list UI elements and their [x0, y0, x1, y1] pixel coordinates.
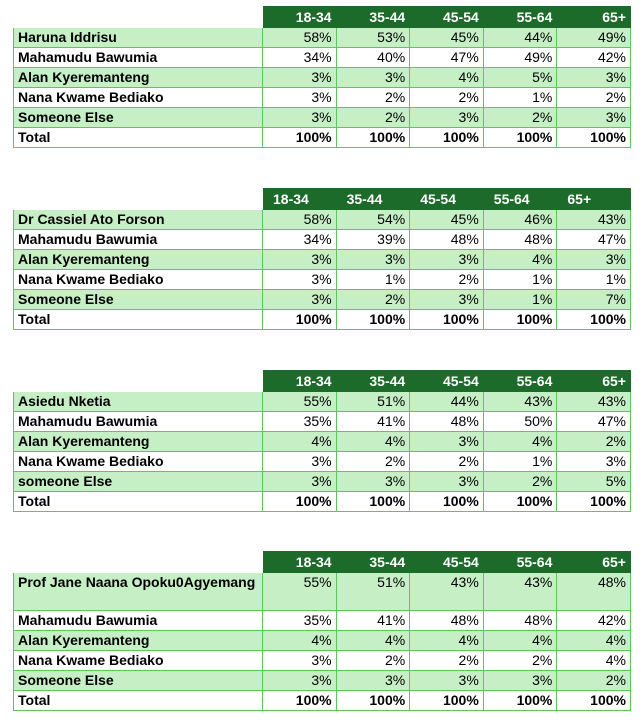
percentage-cell: 4% — [483, 631, 557, 651]
candidate-name: Nana Kwame Bediako — [14, 651, 263, 671]
crosstab-table-1 — [13, 6, 631, 148]
age-group-header: 65+ — [557, 552, 631, 573]
candidate-name: Mahamudu Bawumia — [14, 48, 263, 68]
candidate-name: Haruna Iddrisu — [14, 28, 263, 48]
percentage-cell: 2% — [557, 88, 631, 108]
age-group-header: 55-64 — [483, 189, 557, 210]
percentage-cell: 48% — [410, 611, 484, 631]
age-group-header: 55-64 — [483, 552, 557, 573]
candidate-name: someone Else — [14, 472, 263, 492]
percentage-cell: 1% — [483, 270, 557, 290]
percentage-cell: 2% — [557, 432, 631, 452]
percentage-cell: 4% — [263, 631, 337, 651]
percentage-cell: 43% — [557, 392, 631, 412]
percentage-cell: 3% — [410, 250, 484, 270]
candidate-row — [14, 611, 631, 631]
percentage-cell: 42% — [557, 611, 631, 631]
percentage-cell: 100% — [336, 310, 410, 330]
percentage-cell: 3% — [557, 452, 631, 472]
total-row — [14, 128, 631, 148]
percentage-cell: 55% — [263, 392, 337, 412]
candidate-name: Mahamudu Bawumia — [14, 611, 263, 631]
percentage-cell: 100% — [410, 128, 484, 148]
candidate-name: Prof Jane Naana Opoku0Agyemang — [14, 573, 263, 611]
age-group-header: 35-44 — [336, 189, 410, 210]
percentage-cell: 5% — [557, 472, 631, 492]
percentage-cell: 3% — [263, 68, 337, 88]
candidate-name: Asiedu Nketia — [14, 392, 263, 412]
percentage-cell: 41% — [336, 611, 410, 631]
candidate-name: Someone Else — [14, 108, 263, 128]
total-label: Total — [14, 691, 263, 711]
percentage-cell: 39% — [336, 230, 410, 250]
percentage-cell: 3% — [483, 671, 557, 691]
total-label: Total — [14, 492, 263, 512]
percentage-cell: 100% — [557, 492, 631, 512]
percentage-cell: 3% — [263, 250, 337, 270]
candidate-row — [14, 573, 631, 611]
percentage-cell: 4% — [410, 68, 484, 88]
candidate-row — [14, 48, 631, 68]
age-group-header: 45-54 — [410, 7, 484, 28]
header-blank-cell — [14, 552, 263, 573]
total-label: Total — [14, 310, 263, 330]
total-row — [14, 492, 631, 512]
total-label: Total — [14, 128, 263, 148]
percentage-cell: 100% — [557, 128, 631, 148]
candidate-name: Mahamudu Bawumia — [14, 230, 263, 250]
percentage-cell: 3% — [263, 651, 337, 671]
percentage-cell: 3% — [336, 250, 410, 270]
percentage-cell: 49% — [483, 48, 557, 68]
candidate-row — [14, 452, 631, 472]
percentage-cell: 3% — [557, 68, 631, 88]
percentage-cell: 2% — [483, 472, 557, 492]
age-group-header: 65+ — [557, 7, 631, 28]
percentage-cell: 100% — [336, 691, 410, 711]
percentage-cell: 44% — [483, 28, 557, 48]
percentage-cell: 100% — [483, 310, 557, 330]
percentage-cell: 48% — [483, 230, 557, 250]
candidate-name: Alan Kyeremanteng — [14, 68, 263, 88]
header-row — [14, 552, 631, 573]
candidate-row — [14, 68, 631, 88]
candidate-row — [14, 631, 631, 651]
percentage-cell: 45% — [410, 28, 484, 48]
header-row — [14, 371, 631, 392]
total-row — [14, 691, 631, 711]
candidate-name: Nana Kwame Bediako — [14, 270, 263, 290]
percentage-cell: 3% — [410, 108, 484, 128]
candidate-name: Alan Kyeremanteng — [14, 432, 263, 452]
percentage-cell: 2% — [336, 108, 410, 128]
age-group-header: 18-34 — [263, 552, 337, 573]
percentage-cell: 100% — [263, 128, 337, 148]
percentage-cell: 3% — [336, 68, 410, 88]
percentage-cell: 41% — [336, 412, 410, 432]
percentage-cell: 1% — [483, 452, 557, 472]
candidate-row — [14, 108, 631, 128]
percentage-cell: 48% — [557, 573, 631, 611]
percentage-cell: 100% — [483, 691, 557, 711]
percentage-cell: 100% — [557, 310, 631, 330]
percentage-cell: 47% — [557, 230, 631, 250]
percentage-cell: 55% — [263, 573, 337, 611]
candidate-row — [14, 671, 631, 691]
percentage-cell: 3% — [410, 432, 484, 452]
age-group-header: 18-34 — [263, 189, 337, 210]
percentage-cell: 51% — [336, 573, 410, 611]
percentage-cell: 2% — [410, 452, 484, 472]
candidate-name: Someone Else — [14, 290, 263, 310]
percentage-cell: 2% — [557, 671, 631, 691]
age-group-header: 55-64 — [483, 371, 557, 392]
candidate-row — [14, 230, 631, 250]
percentage-cell: 100% — [410, 492, 484, 512]
candidate-name: Alan Kyeremanteng — [14, 631, 263, 651]
percentage-cell: 46% — [483, 210, 557, 230]
percentage-cell: 2% — [336, 651, 410, 671]
percentage-cell: 2% — [483, 108, 557, 128]
percentage-cell: 47% — [557, 412, 631, 432]
percentage-cell: 100% — [557, 691, 631, 711]
percentage-cell: 51% — [336, 392, 410, 412]
percentage-cell: 3% — [263, 452, 337, 472]
percentage-cell: 34% — [263, 230, 337, 250]
percentage-cell: 4% — [336, 631, 410, 651]
percentage-cell: 100% — [263, 691, 337, 711]
percentage-cell: 100% — [483, 128, 557, 148]
percentage-cell: 42% — [557, 48, 631, 68]
percentage-cell: 3% — [557, 108, 631, 128]
percentage-cell: 1% — [483, 290, 557, 310]
percentage-cell: 48% — [410, 230, 484, 250]
header-blank-cell — [14, 189, 263, 210]
age-group-header: 18-34 — [263, 7, 337, 28]
percentage-cell: 54% — [336, 210, 410, 230]
header-blank-cell — [14, 371, 263, 392]
candidate-name: Nana Kwame Bediako — [14, 88, 263, 108]
age-group-header: 35-44 — [336, 7, 410, 28]
age-group-header: 45-54 — [410, 371, 484, 392]
candidate-row — [14, 88, 631, 108]
percentage-cell: 5% — [483, 68, 557, 88]
candidate-row — [14, 210, 631, 230]
candidate-row — [14, 651, 631, 671]
percentage-cell: 43% — [483, 392, 557, 412]
header-row — [14, 189, 631, 210]
percentage-cell: 2% — [336, 290, 410, 310]
percentage-cell: 2% — [336, 452, 410, 472]
percentage-cell: 4% — [336, 432, 410, 452]
percentage-cell: 2% — [483, 651, 557, 671]
percentage-cell: 43% — [557, 210, 631, 230]
percentage-cell: 100% — [263, 310, 337, 330]
candidate-row — [14, 290, 631, 310]
total-row — [14, 310, 631, 330]
candidate-name: Alan Kyeremanteng — [14, 250, 263, 270]
percentage-cell: 43% — [410, 573, 484, 611]
percentage-cell: 3% — [263, 88, 337, 108]
age-group-header: 18-34 — [263, 371, 337, 392]
percentage-cell: 4% — [483, 250, 557, 270]
percentage-cell: 4% — [263, 432, 337, 452]
percentage-cell: 58% — [263, 28, 337, 48]
percentage-cell: 48% — [410, 412, 484, 432]
percentage-cell: 3% — [263, 108, 337, 128]
percentage-cell: 3% — [263, 290, 337, 310]
candidate-name: Someone Else — [14, 671, 263, 691]
age-group-header: 35-44 — [336, 371, 410, 392]
percentage-cell: 3% — [336, 671, 410, 691]
percentage-cell: 47% — [410, 48, 484, 68]
age-group-header: 45-54 — [410, 189, 484, 210]
percentage-cell: 3% — [410, 290, 484, 310]
percentage-cell: 4% — [483, 432, 557, 452]
candidate-row — [14, 270, 631, 290]
percentage-cell: 4% — [410, 631, 484, 651]
percentage-cell: 3% — [557, 250, 631, 270]
age-group-header: 55-64 — [483, 7, 557, 28]
percentage-cell: 3% — [263, 472, 337, 492]
percentage-cell: 7% — [557, 290, 631, 310]
candidate-row — [14, 432, 631, 452]
candidate-row — [14, 412, 631, 432]
age-group-header: 35-44 — [336, 552, 410, 573]
crosstab-table-4 — [13, 551, 631, 711]
percentage-cell: 3% — [410, 671, 484, 691]
percentage-cell: 35% — [263, 412, 337, 432]
percentage-cell: 34% — [263, 48, 337, 68]
percentage-cell: 100% — [410, 691, 484, 711]
candidate-row — [14, 392, 631, 412]
candidate-row — [14, 250, 631, 270]
candidate-name: Nana Kwame Bediako — [14, 452, 263, 472]
percentage-cell: 4% — [557, 651, 631, 671]
percentage-cell: 48% — [483, 611, 557, 631]
percentage-cell: 50% — [483, 412, 557, 432]
percentage-cell: 1% — [483, 88, 557, 108]
candidate-name: Mahamudu Bawumia — [14, 412, 263, 432]
candidate-name: Dr Cassiel Ato Forson — [14, 210, 263, 230]
percentage-cell: 100% — [336, 128, 410, 148]
percentage-cell: 100% — [263, 492, 337, 512]
percentage-cell: 49% — [557, 28, 631, 48]
percentage-cell: 45% — [410, 210, 484, 230]
percentage-cell: 53% — [336, 28, 410, 48]
percentage-cell: 100% — [410, 310, 484, 330]
age-group-header: 65+ — [557, 189, 631, 210]
percentage-cell: 40% — [336, 48, 410, 68]
percentage-cell: 3% — [336, 472, 410, 492]
header-blank-cell — [14, 7, 263, 28]
percentage-cell: 58% — [263, 210, 337, 230]
crosstab-table-3 — [13, 370, 631, 512]
percentage-cell: 100% — [483, 492, 557, 512]
age-group-header: 45-54 — [410, 552, 484, 573]
percentage-cell: 1% — [557, 270, 631, 290]
percentage-cell: 3% — [263, 270, 337, 290]
percentage-cell: 3% — [410, 472, 484, 492]
crosstab-table-2 — [13, 188, 631, 330]
percentage-cell: 44% — [410, 392, 484, 412]
candidate-row — [14, 472, 631, 492]
percentage-cell: 4% — [557, 631, 631, 651]
candidate-row — [14, 28, 631, 48]
percentage-cell: 100% — [336, 492, 410, 512]
percentage-cell: 1% — [336, 270, 410, 290]
percentage-cell: 2% — [410, 651, 484, 671]
age-group-header: 65+ — [557, 371, 631, 392]
header-row — [14, 7, 631, 28]
percentage-cell: 2% — [410, 270, 484, 290]
percentage-cell: 43% — [483, 573, 557, 611]
percentage-cell: 3% — [263, 671, 337, 691]
percentage-cell: 2% — [410, 88, 484, 108]
percentage-cell: 2% — [336, 88, 410, 108]
percentage-cell: 35% — [263, 611, 337, 631]
